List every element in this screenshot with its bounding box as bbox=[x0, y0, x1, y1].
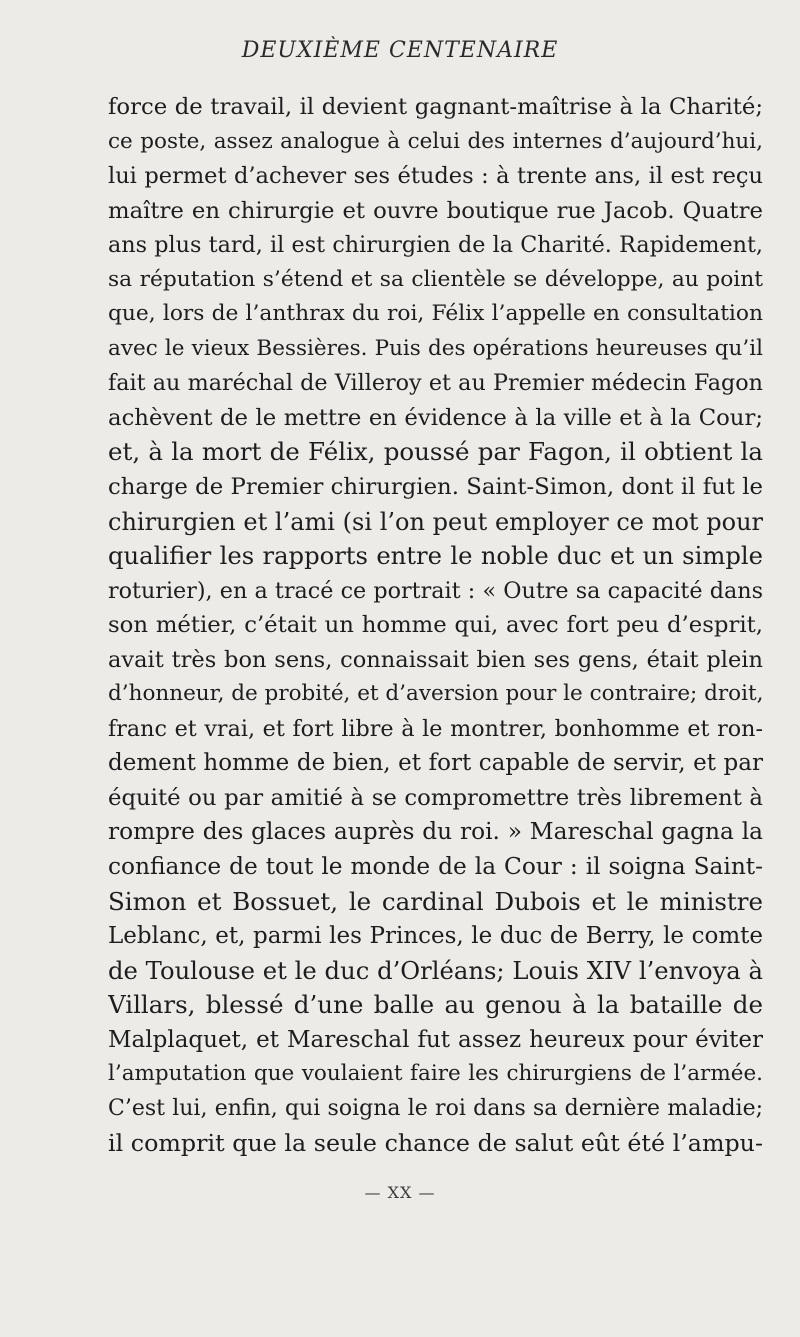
text-line: confiance de tout le monde de la Cour : il soigna Saint- bbox=[108, 853, 763, 881]
text-line: qualifier les rapports entre le noble duc et un simple bbox=[108, 541, 763, 571]
text-line: charge de Premier chirurgien. Saint-Simon, dont il fut le bbox=[108, 474, 763, 501]
text-line: fait au maréchal de Villeroy et au Premier médecin Fagon bbox=[108, 370, 763, 397]
text-line: l’amputation que voulaient faire les chirurgiens de l’armée. bbox=[108, 1061, 763, 1087]
text-line: ce poste, assez analogue à celui des internes d’aujourd’hui, bbox=[108, 128, 763, 154]
text-line: chirurgien et l’ami (si l’on peut employer ce mot pour bbox=[108, 507, 763, 536]
text-line: ans plus tard, il est chirurgien de la Charité. Rapidement, bbox=[108, 232, 763, 259]
text-line: maître en chirurgie et ouvre boutique rue Jacob. Quatre bbox=[108, 197, 763, 224]
text-line: Malplaquet, et Mareschal fut assez heureux pour éviter bbox=[108, 1026, 763, 1053]
text-line: rompre des glaces auprès du roi. » Mareschal gagna la bbox=[108, 818, 763, 846]
text-line: achèvent de le mettre en évidence à la ville et à la Cour; bbox=[108, 404, 763, 431]
text-line: Leblanc, et, parmi les Princes, le duc de Berry, le comte bbox=[108, 923, 763, 950]
running-head: DEUXIÈME CENTENAIRE bbox=[241, 38, 559, 63]
text-line: roturier), en a tracé ce portrait : « Outre sa capacité dans bbox=[108, 577, 763, 604]
text-line: d’honneur, de probité, et d’aversion pour le contraire; droit, bbox=[108, 681, 763, 707]
text-line: C’est lui, enfin, qui soigna le roi dans sa dernière maladie; bbox=[108, 1095, 763, 1121]
text-line: dement homme de bien, et fort capable de servir, et par bbox=[108, 750, 763, 777]
text-line: équité ou par amitié à se compromettre très librement à bbox=[108, 784, 763, 811]
page-number: — XX — bbox=[364, 1183, 436, 1202]
text-line: son métier, c’était un homme qui, avec fort peu d’esprit, bbox=[108, 612, 763, 639]
text-line: avait très bon sens, connaissait bien ses gens, était plein bbox=[108, 646, 763, 673]
text-line: sa réputation s’étend et sa clientèle se développe, au point bbox=[108, 266, 763, 292]
text-line: Villars, blessé d’une balle au genou à la bataille de bbox=[108, 990, 763, 1020]
text-line: lui permet d’achever ses études : à trente ans, il est reçu bbox=[108, 163, 763, 190]
text-line: que, lors de l’anthrax du roi, Félix l’appelle en consultation bbox=[108, 301, 763, 327]
text-line: Simon et Bossuet, le cardinal Dubois et le ministre bbox=[108, 886, 763, 916]
body-text bbox=[108, 90, 763, 1161]
text-line: de Toulouse et le duc d’Orléans; Louis XIV l’envoya à bbox=[108, 955, 763, 985]
text-line: il comprit que la seule chance de salut eût été l’ampu- bbox=[108, 1129, 763, 1158]
text-line: franc et vrai, et fort libre à le montrer, bonhomme et ron- bbox=[108, 715, 763, 742]
text-line: avec le vieux Bessières. Puis des opérations heureuses qu’il bbox=[108, 335, 763, 361]
text-line: force de travail, il devient gagnant-maîtrise à la Charité; bbox=[108, 94, 763, 120]
text-line: et, à la mort de Félix, poussé par Fagon, il obtient la bbox=[108, 437, 763, 467]
